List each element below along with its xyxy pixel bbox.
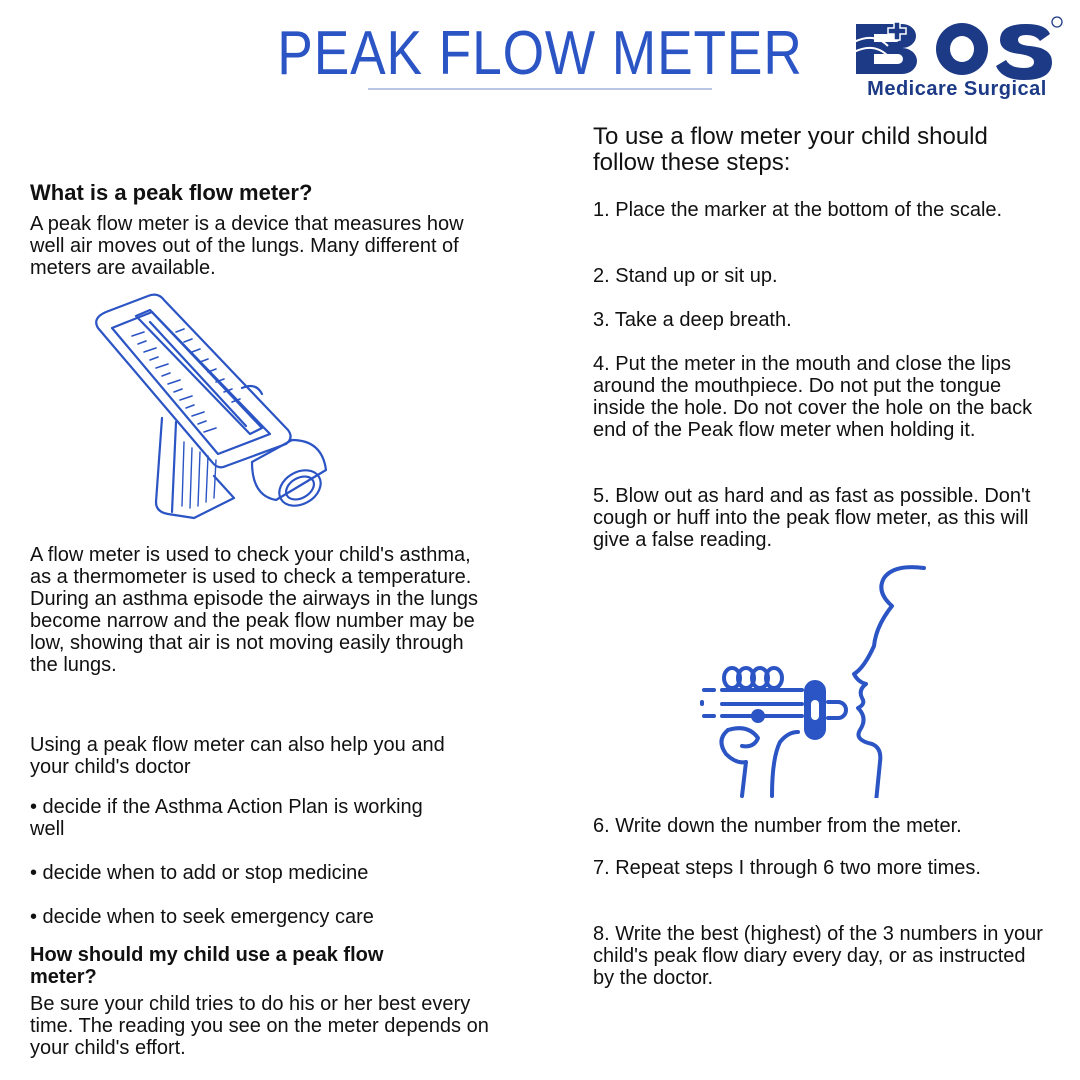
logo-tagline: Medicare Surgical [867,78,1047,100]
help-intro: Using a peak flow meter can also help you and your child's doctor [30,734,445,778]
bullet-item: • decide when to add or stop medicine [30,862,369,884]
bullet-item: • decide when to seek emergency care [30,906,374,928]
usage-body: A flow meter is used to check your child's asthma, as a thermometer is used to check a temperature. During an asthma episode the airways in the lungs become narrow and the peak flow number may be low, showing that air is not moving easily through the lungs. [30,544,479,676]
how-heading: How should my child use a peak flow meter? [30,944,384,988]
what-heading: What is a peak flow meter? [30,180,313,205]
step-item: 8. Write the best (highest) of the 3 numbers in your child's peak flow diary every day, or as instructed by the doctor. [593,923,1043,989]
step-item: 7. Repeat steps I through 6 two more times. [593,857,981,879]
title-underline [368,88,712,90]
step-item: 6. Write down the number from the meter. [593,815,962,837]
step-item: 1. Place the marker at the bottom of the scale. [593,199,1003,221]
page-title: PEAK FLOW METER [277,19,803,88]
how-body: Be sure your child tries to do his or her best every time. The reading you see on the meter depends on your child's effort. [30,993,489,1059]
steps-heading: To use a flow meter your child should follow these steps: [593,123,988,176]
step-item: 3. Take a deep breath. [593,309,792,331]
brand-logo [852,16,1064,106]
peak-flow-meter-illustration-icon [92,292,332,524]
bos-logo-icon [852,16,1064,80]
person-using-meter-illustration [698,562,938,798]
bullet-item: • decide if the Asthma Action Plan is working well [30,796,423,840]
step-item: 2. Stand up or sit up. [593,265,778,287]
what-body: A peak flow meter is a device that measures how well air moves out of the lungs. Many different of meters are available. [30,213,464,279]
peak-flow-meter-illustration [92,292,332,524]
step-item: 4. Put the meter in the mouth and close the lips around the mouthpiece. Do not put the tongue inside the hole. Do not cover the hole on the back end of the Peak flow meter when holding it. [593,353,1033,441]
step-item: 5. Blow out as hard and as fast as possible. Don't cough or huff into the peak flow meter, as this will give a false reading. [593,485,1031,551]
person-using-meter-icon [698,562,938,798]
